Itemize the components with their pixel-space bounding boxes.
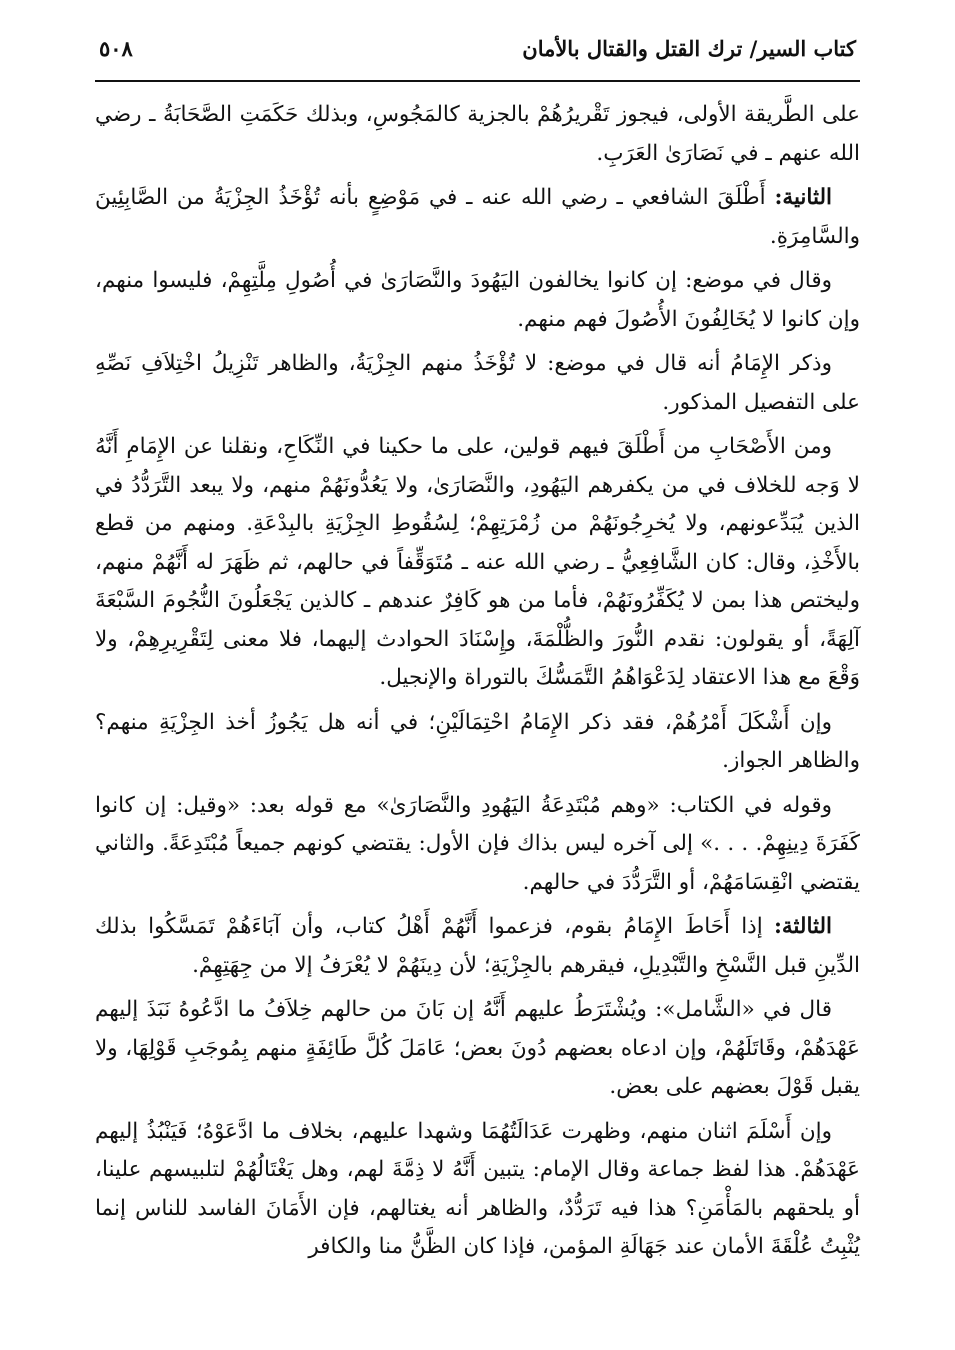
paragraph-text: وإن أَشْكَلَ أَمْرُهُمْ، فقد ذكر الإِمَامُ احْتِمَالَيْنِ؛ في أنه هل يَجُوزُ أخذ الجِزْيَةِ منهم؟ والظاهر الجواز. [95,709,860,773]
paragraph [95,991,860,1107]
paragraph [95,345,860,422]
paragraph [95,1113,860,1267]
paragraph-text: على الطَّريقة الأولى، فيجوز تَقْريرُهُمْ بالجزية كالمَجُوسِ، وبذلك حَكَمَتِ الصَّحَابَةُ ـ رضي الله عنهم ـ في نَصَارَىٰ العَرَبِ. [95,102,860,166]
paragraph-text: وقال في موضع: إن كانوا يخالفون اليَهُودَ والنَّصَارَىٰ في أُصُولِ مِلَّتِهِمْ، فليسوا منهم، وإن كانوا لا يُخَالِفُونَ الأُصُولَ فهم منهم. [95,268,860,332]
page-number: ٥٠٨ [99,36,133,61]
paragraph-lead: الثالثة: [773,914,833,939]
paragraph-text: إذا أَحَاطَ الإِمَامُ بقوم، فزعموا أَنَّهُمْ أَهْلُ كتاب، وأن آبَاءَهُمْ تَمَسَّكُوا بذلك الدِّينِ قبل النَّسْخِ والتَّبْدِيلِ، فيقرهم بالجِزْيَةِ؛ لأن دِينَهُمْ لا يُعْرَفُ إلا من جِهَتِهِمْ. [95,914,860,978]
running-title: كتاب السير/ ترك القتل والقتال بالأمان [522,36,856,61]
paragraph [95,428,860,698]
paragraph [95,262,860,339]
paragraph-text: وإن أَسْلَمَ اثنان منهم، وظهرت عَدَالَتُهُمَا وشهدا عليهم، بخلاف ما ادَّعَوْهُ؛ فَيَنْبُذُ إليهم عَهْدَهُمْ. هذا لفظ جماعة وقال الإمام: يتبين أَنَّهُ لا ذِمَّةَ لهم، وهل يَغْتَالُهُمْ لتلبيسهم علينا، أو يلحقهم بالمَأْمَنِ؟ هذا فيه تَرَدُّدٌ، والظاهر أنه يغتالهم، فإن الأَمَانَ الفاسد للناس إنما يُثْبِتُ عُلْقَةَ الأمان عند جَهَالَةِ المؤمن، فإذا كان الظَّنُّ منا والكافر [95,1118,860,1259]
paragraph [95,908,860,985]
paragraph-text: ومن الأَصْحَابِ من أَطْلَقَ فيهم قولين، على ما حكينا في النِّكَاحِ، ونقلنا عن الإِمَامِ أَنَّهُ لا وَجه للخلاف في من يكفرهم اليَهُودِ، والنَّصَارَىٰ، ولا يَعُدُّونَهُمْ منهم، ولا يبعد التَّرَدُّدُ في الذين يُبَدِّعونهم، ولا يُخرِجُونَهُمْ من زُمْرَتِهِمْ؛ لِسُقُوطِ الجِزْيَةِ بالبِدْعَةِ. ومنهم من قطع بالأَخْذِ، وقال: كان الشَّافِعِيُّ ـ رضي الله عنه ـ مُتَوَقِّفاً في حالهم، ثم ظَهَرَ له أَنَّهُمْ منهم، وليختص هذا بمن لا يُكَفِّرُونَهُمْ، فأما من هو كَافِرٌ عندهم ـ كالذين يَجْعَلُونَ النُّجُومَ السَّبْعَةَ آلِهَةً، أو يقولون: نقدم النُّورَ والظُّلْمَةَ، وإِسْنَادَ الحوادث إليهما، فلا معنى لِتَقْرِيرِهِمْ، ولا وَقْعَ مع هذا الاعتقاد لِدَعْوَاهُمُ التَّمَسُّكَ بالتوراة والإنجيل. [95,434,860,690]
paragraph [95,96,860,173]
paragraph-lead: الثانية: [774,185,832,210]
paragraph-text: وقوله في الكتاب: «وهم مُبْتَدِعَةُ اليَهُودِ والنَّصَارَىٰ» مع قوله بعد: «وقيل: إن كانوا كَفَرَةَ دِينِهِمْ. . . .» إلى آخره ليس بذاك فإن الأول: يقتضي كونهم جميعاً مُبْتَدِعَةً. والثاني يقتضي انْقِسَامَهُمْ، أو التَّرَدُّدَ في حالهم. [95,792,860,895]
paragraph [95,787,860,903]
paragraph-text: وذكر الإِمَامُ أنه قال في موضع: لا تُؤْخَذُ منهم الجِزْيَةُ، والظاهر تَنْزِيلُ اخْتِلاَفِ نَصِّهِ على التفصيل المذكور. [95,351,860,415]
body-text [95,96,860,1267]
paragraph-text: أَطْلَقَ الشافعي ـ رضي الله عنه ـ في مَوْضِعٍ بأنه تُؤْخَذُ الجِزْيَةُ من الصَّابِئِينَ والسَّامِرَةِ. [95,185,860,249]
paragraph [95,179,860,256]
running-header [95,36,860,82]
paragraph [95,704,860,781]
paragraph-text: قال في «الشَّامل»: ويُشْتَرَطُ عليهم أَنَّهُ إن بَانَ من حالهم خِلاَفُ ما ادَّعُوهُ نَبَذَ إليهم عَهْدَهُمْ، وقَاتَلَهُمْ، وإن ادعاه بعضهم دُونَ بعض؛ عَامَلَ كُلَّ طَائِفَةٍ منهم بِمُوجَبِ قَوْلِهَا، ولا يقبل قَوْلَ بعضهم على بعض. [95,997,860,1099]
